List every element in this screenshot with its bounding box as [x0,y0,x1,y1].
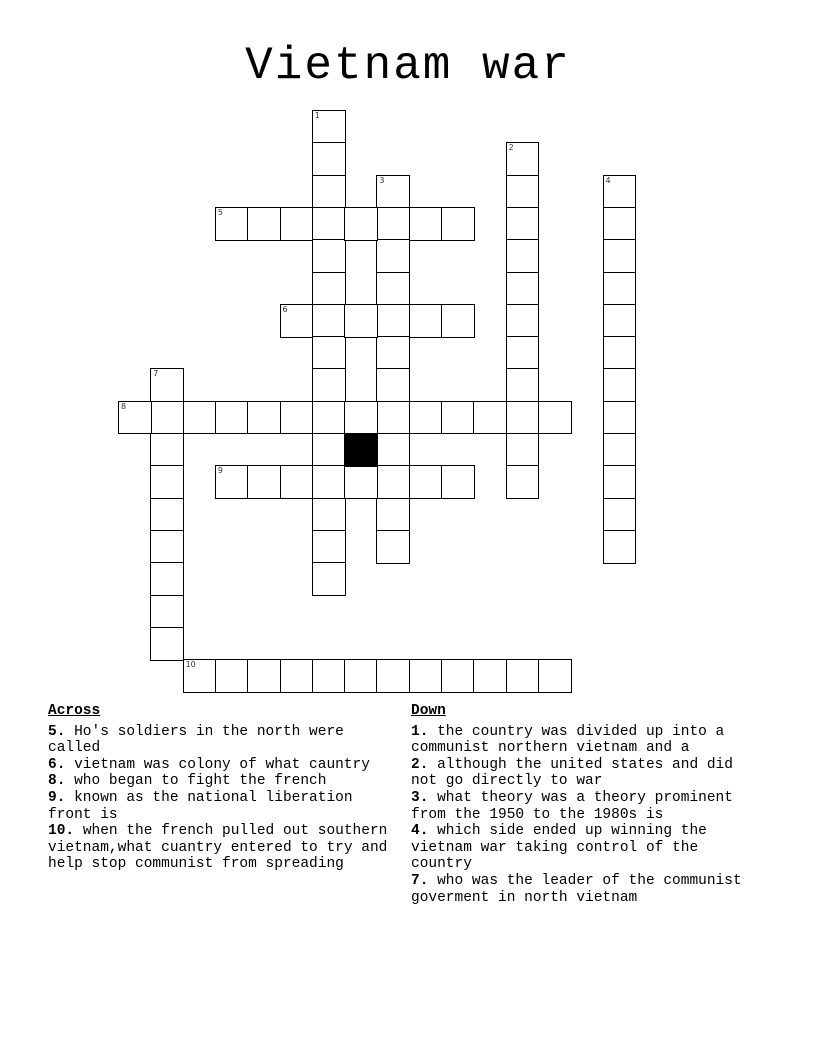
grid-cell[interactable] [344,659,378,693]
grid-cell[interactable] [150,433,184,467]
grid-cell[interactable] [150,530,184,564]
grid-cell[interactable] [506,368,540,402]
grid-cell[interactable] [376,368,410,402]
grid-cell[interactable] [312,562,346,596]
grid-cell[interactable] [376,239,410,273]
clue-number: 3 [379,175,385,185]
grid-cell[interactable] [118,401,152,435]
grid-cell[interactable] [376,336,410,370]
clue-number: 9 [217,466,223,476]
grid-cell[interactable] [603,401,637,435]
grid-cell[interactable] [312,368,346,402]
across-heading: Across [48,703,101,719]
grid-cell[interactable] [603,207,637,241]
grid-cell[interactable] [247,465,281,499]
clue-number: 4 [605,175,611,185]
grid-cell[interactable] [280,207,314,241]
grid-cell[interactable] [603,272,637,306]
grid-cell[interactable] [473,401,507,435]
grid-cell[interactable] [506,336,540,370]
grid-cell[interactable] [376,465,410,499]
grid-cell[interactable] [376,207,410,241]
grid-cell[interactable] [506,659,540,693]
clue-across-5: 5. Ho's soldiers in the north were called [48,723,344,757]
clue-across-6: 6. vietnam was colony of what cauntry [48,756,370,773]
grid-cell[interactable] [506,272,540,306]
clue-down-4: 4. which side ended up winning the vietnam war taking control of the country [411,823,707,873]
grid-cell[interactable] [376,530,410,564]
grid-cell[interactable] [506,304,540,338]
grid-cell[interactable] [312,304,346,338]
grid-cell[interactable] [441,401,475,435]
grid-cell[interactable] [376,304,410,338]
grid-black-cell [344,433,378,467]
clue-across-8: 8. who began to fight the french [48,773,327,790]
clue-across-9: 9. known as the national liberation front is [48,789,353,823]
clue-number: 10 [185,660,196,670]
grid-cell[interactable] [603,433,637,467]
grid-cell[interactable] [312,110,346,144]
grid-cell[interactable] [247,401,281,435]
grid-cell[interactable] [376,659,410,693]
grid-cell[interactable] [441,304,475,338]
grid-cell[interactable] [603,239,637,273]
grid-cell[interactable] [280,659,314,693]
grid-cell[interactable] [506,239,540,273]
grid-cell[interactable] [441,465,475,499]
grid-cell[interactable] [150,368,184,402]
clue-down-1: 1. the country was divided up into a communist northern vietnam and a [411,723,725,757]
grid-cell[interactable] [312,142,346,176]
grid-cell[interactable] [215,465,249,499]
grid-cell[interactable] [312,498,346,532]
grid-cell[interactable] [603,530,637,564]
grid-cell[interactable] [280,465,314,499]
grid-cell[interactable] [183,659,217,693]
grid-cell[interactable] [280,401,314,435]
grid-cell[interactable] [409,304,443,338]
grid-cell[interactable] [150,595,184,629]
grid-cell[interactable] [247,659,281,693]
across-clues [48,703,388,873]
grid-cell[interactable] [538,659,572,693]
clue-across-10: 10. when the french pulled out southern vietnam,what cuantry entered to try and help stop communist from spreading [48,823,388,873]
grid-cell[interactable] [215,659,249,693]
grid-cell[interactable] [409,401,443,435]
grid-cell[interactable] [409,465,443,499]
grid-cell[interactable] [150,465,184,499]
grid-cell[interactable] [312,530,346,564]
grid-cell[interactable] [150,498,184,532]
grid-cell[interactable] [312,401,346,435]
grid-cell[interactable] [506,465,540,499]
grid-cell[interactable] [473,659,507,693]
grid-cell[interactable] [506,401,540,435]
clue-number: 7 [153,369,159,379]
down-clues [411,703,761,906]
grid-cell[interactable] [312,239,346,273]
grid-cell[interactable] [376,401,410,435]
clue-down-7: 7. who was the leader of the communist goverment in north vietnam [411,872,742,906]
grid-cell[interactable] [312,659,346,693]
grid-cell[interactable] [312,207,346,241]
clue-down-2: 2. although the united states and did not go directly to war [411,756,733,790]
clue-number: 1 [314,111,320,120]
grid-cell[interactable] [344,304,378,338]
grid-cell[interactable] [215,207,249,241]
grid-cell[interactable] [215,401,249,435]
grid-cell[interactable] [344,207,378,241]
grid-cell[interactable] [603,336,637,370]
grid-cell[interactable] [183,401,217,435]
grid-cell[interactable] [150,401,184,435]
grid-cell[interactable] [506,175,540,209]
grid-cell[interactable] [603,465,637,499]
grid-cell[interactable] [506,142,540,176]
grid-cell[interactable] [603,498,637,532]
clue-down-3: 3. what theory was a theory prominent from the 1950 to the 1980s is [411,789,733,823]
grid-cell[interactable] [409,659,443,693]
grid-cell[interactable] [150,627,184,661]
grid-cell[interactable] [441,659,475,693]
page-title: Vietnam war [245,40,571,92]
grid-cell[interactable] [441,207,475,241]
grid-cell[interactable] [506,433,540,467]
grid-cell[interactable] [376,272,410,306]
grid-cell[interactable] [344,465,378,499]
grid-cell[interactable] [376,498,410,532]
grid-cell[interactable] [312,175,346,209]
grid-cell[interactable] [603,304,637,338]
grid-cell[interactable] [150,562,184,596]
grid-cell[interactable] [538,401,572,435]
grid-cell[interactable] [280,304,314,338]
down-heading: Down [411,703,446,719]
grid-cell[interactable] [312,272,346,306]
clue-number: 2 [508,143,514,153]
grid-cell[interactable] [409,207,443,241]
grid-cell[interactable] [603,368,637,402]
grid-cell[interactable] [247,207,281,241]
clue-number: 8 [121,401,127,411]
grid-cell[interactable] [506,207,540,241]
clue-number: 5 [217,207,223,217]
grid-cell[interactable] [603,175,637,209]
grid-cell[interactable] [312,433,346,467]
clue-number: 6 [282,304,288,314]
grid-cell[interactable] [312,465,346,499]
grid-cell[interactable] [312,336,346,370]
grid-cell[interactable] [376,433,410,467]
grid-cell[interactable] [376,175,410,209]
grid-cell[interactable] [344,401,378,435]
